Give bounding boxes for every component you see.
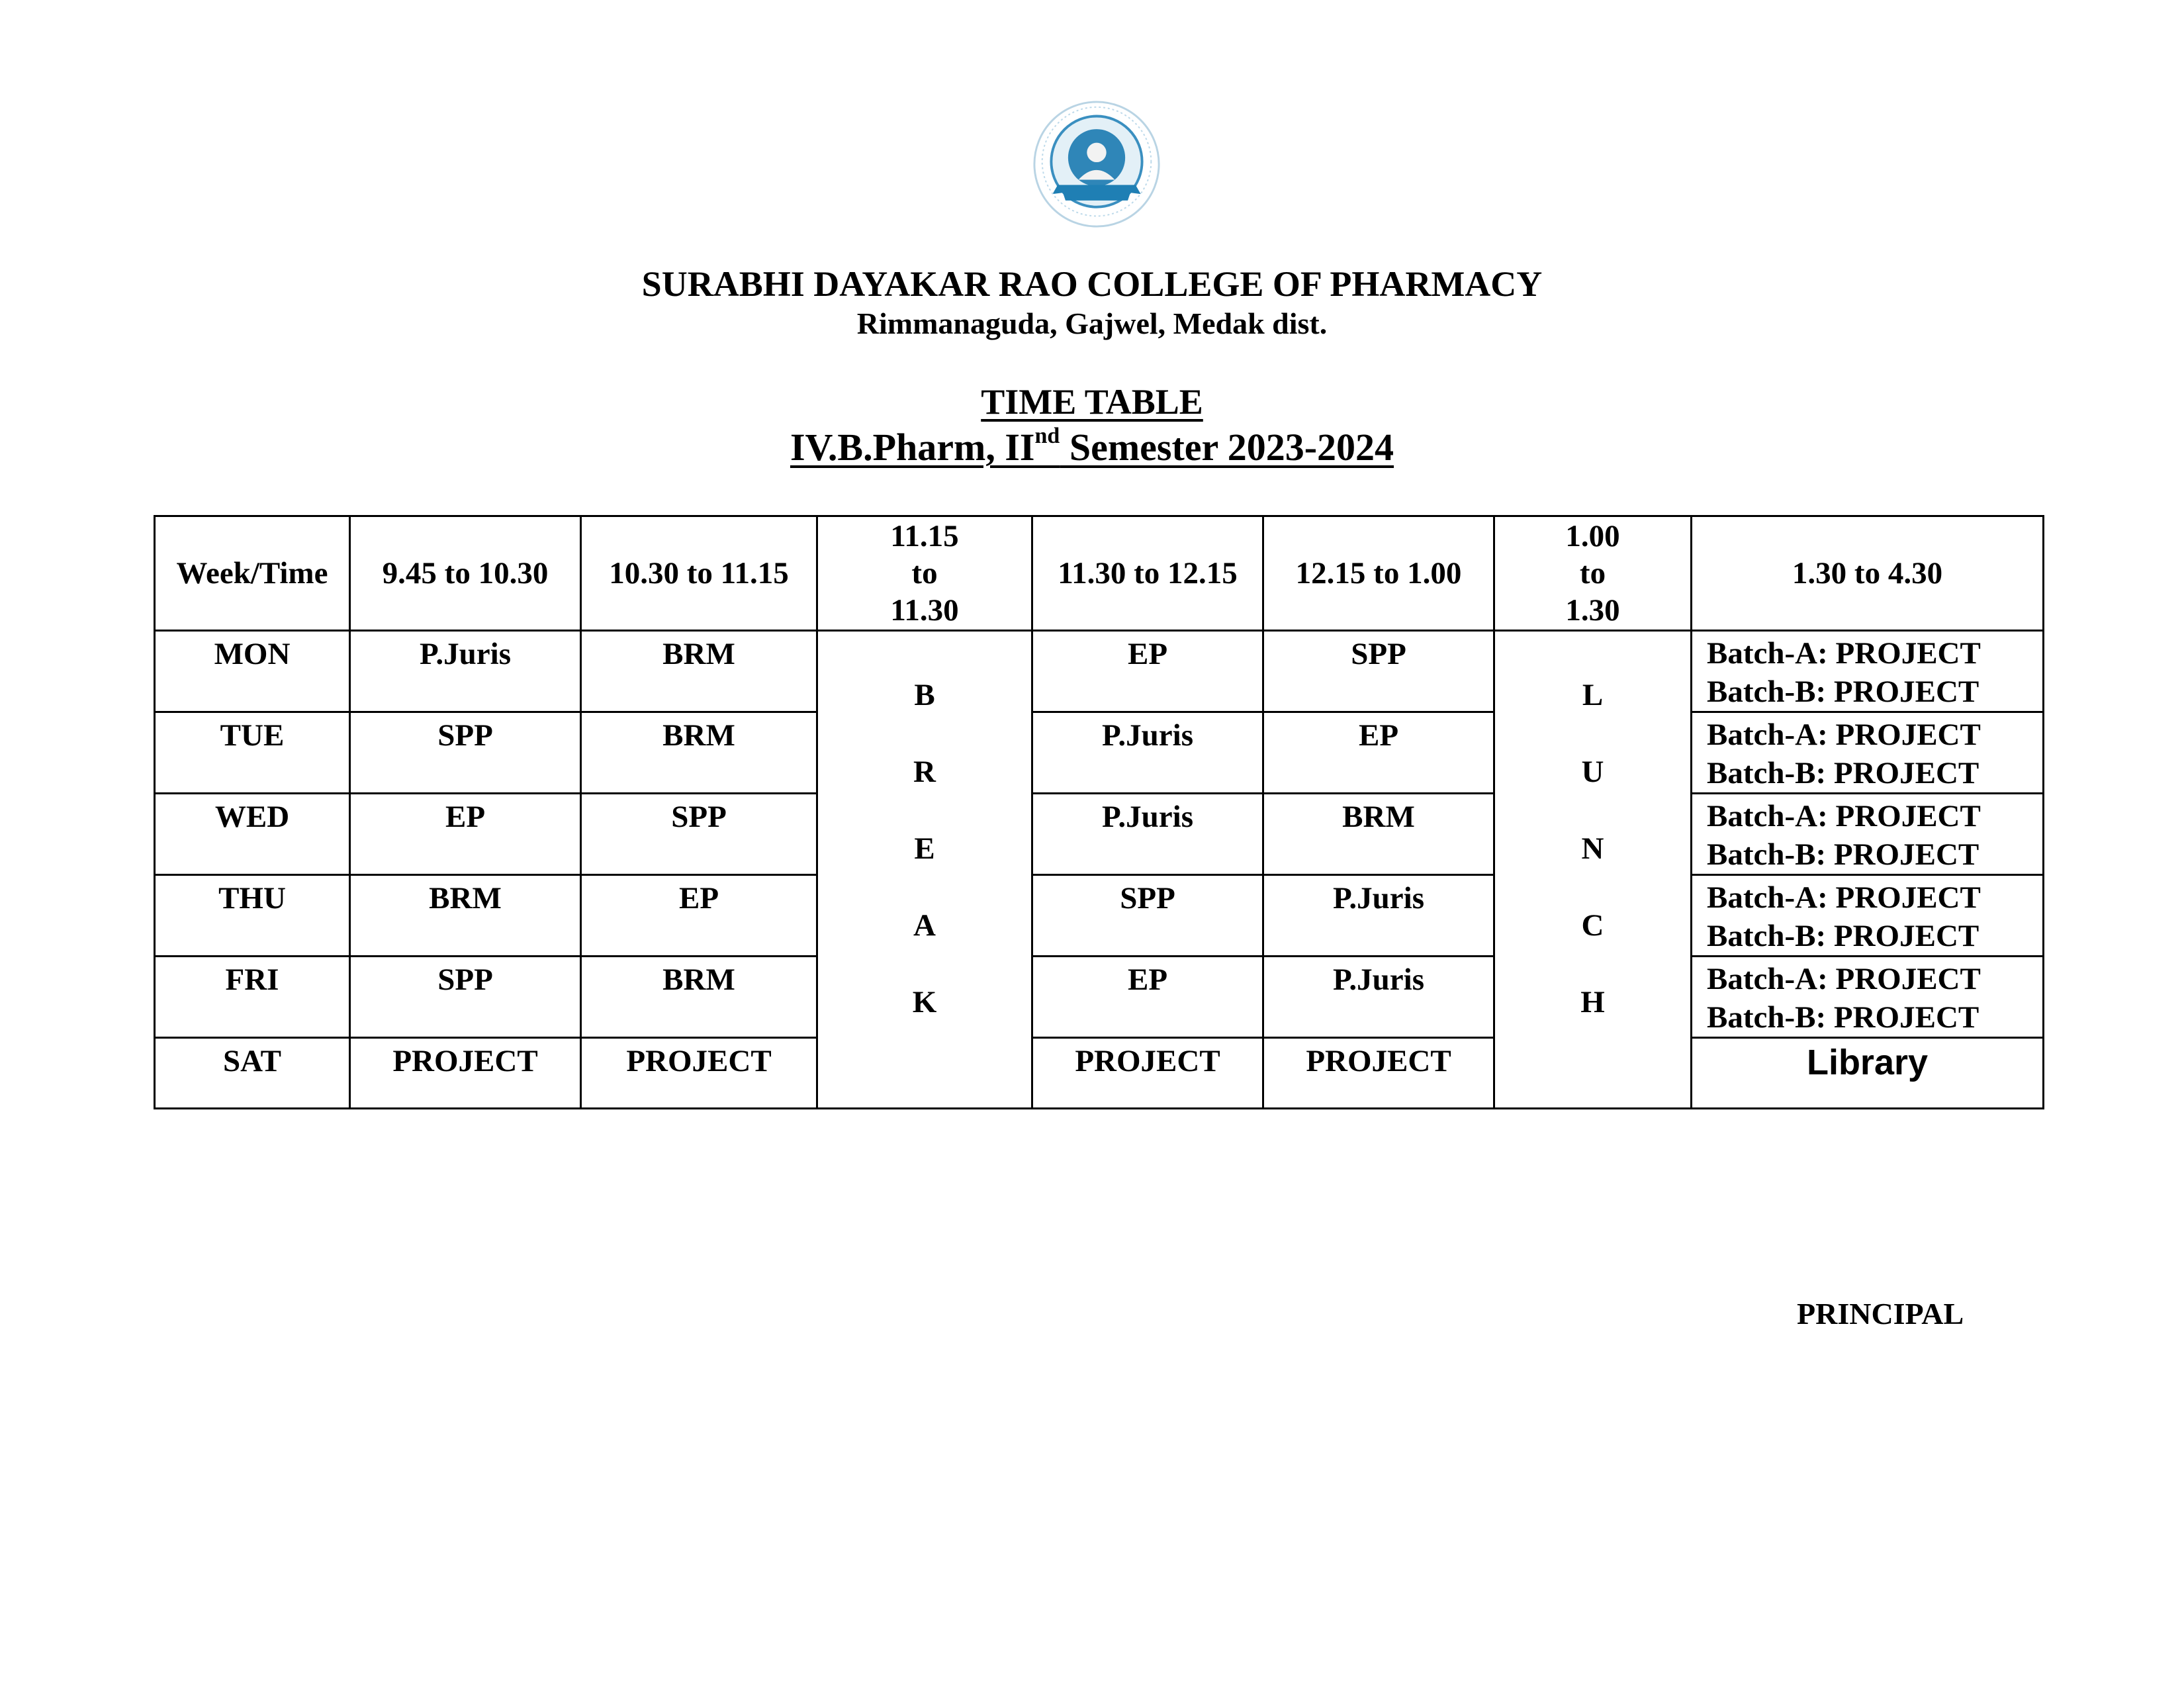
- period-cell: BRM: [350, 875, 581, 957]
- day-cell: SAT: [155, 1038, 350, 1109]
- batch-cell: Batch-A: PROJECT Batch-B: PROJECT: [1692, 712, 2044, 794]
- table-row: [155, 631, 2044, 712]
- period-cell: SPP: [350, 712, 581, 794]
- break-column: B R E A K: [817, 631, 1032, 1109]
- day-cell: TUE: [155, 712, 350, 794]
- period-cell: EP: [581, 875, 817, 957]
- college-address: Rimmanaguda, Gajwel, Medak dist.: [856, 306, 1328, 340]
- batch-cell: Batch-A: PROJECT Batch-B: PROJECT: [1692, 794, 2044, 875]
- header-slot-3: 11.30 to 12.15: [1032, 516, 1263, 631]
- batch-cell: Batch-A: PROJECT Batch-B: PROJECT: [1692, 631, 2044, 712]
- principal-signature-label: PRINCIPAL: [1797, 1297, 1964, 1331]
- period-cell: BRM: [581, 631, 817, 712]
- day-cell: MON: [155, 631, 350, 712]
- batch-cell: Batch-A: PROJECT Batch-B: PROJECT: [1692, 957, 2044, 1038]
- period-cell: BRM: [581, 712, 817, 794]
- table-row: [155, 1038, 2044, 1109]
- table-row: [155, 875, 2044, 957]
- table-row: [155, 957, 2044, 1038]
- period-cell: P.Juris: [1263, 875, 1494, 957]
- lunch-column: L U N C H: [1494, 631, 1692, 1109]
- period-cell: BRM: [1263, 794, 1494, 875]
- day-cell: THU: [155, 875, 350, 957]
- day-cell: FRI: [155, 957, 350, 1038]
- period-cell: P.Juris: [350, 631, 581, 712]
- header-slot-5: 1.30 to 4.30: [1692, 516, 2044, 631]
- period-cell: SPP: [1263, 631, 1494, 712]
- period-cell: SPP: [350, 957, 581, 1038]
- header-row: [155, 516, 2044, 631]
- period-cell: PROJECT: [1263, 1038, 1494, 1109]
- period-cell: P.Juris: [1032, 794, 1263, 875]
- header-slot-1: 9.45 to 10.30: [350, 516, 581, 631]
- library-cell: Library: [1692, 1038, 2044, 1109]
- period-cell: SPP: [581, 794, 817, 875]
- period-cell: BRM: [581, 957, 817, 1038]
- header-break-time: 11.15 to 11.30: [817, 516, 1032, 631]
- table-row: [155, 712, 2044, 794]
- period-cell: EP: [1263, 712, 1494, 794]
- college-name: SURABHI DAYAKAR RAO COLLEGE OF PHARMACY: [641, 264, 1543, 304]
- table-row: [155, 794, 2044, 875]
- timetable-title: TIME TABLE: [981, 382, 1203, 422]
- period-cell: PROJECT: [1032, 1038, 1263, 1109]
- timetable: [154, 515, 2044, 1109]
- timetable-subtitle: IV.B.Pharm, IInd Semester 2023-2024: [790, 423, 1394, 469]
- period-cell: EP: [350, 794, 581, 875]
- batch-cell: Batch-A: PROJECT Batch-B: PROJECT: [1692, 875, 2044, 957]
- header-lunch-time: 1.00 to 1.30: [1494, 516, 1692, 631]
- header-slot-2: 10.30 to 11.15: [581, 516, 817, 631]
- header-slot-4: 12.15 to 1.00: [1263, 516, 1494, 631]
- period-cell: P.Juris: [1263, 957, 1494, 1038]
- period-cell: PROJECT: [581, 1038, 817, 1109]
- period-cell: SPP: [1032, 875, 1263, 957]
- header-week-time: Week/Time: [155, 516, 350, 631]
- period-cell: EP: [1032, 631, 1263, 712]
- period-cell: P.Juris: [1032, 712, 1263, 794]
- period-cell: EP: [1032, 957, 1263, 1038]
- day-cell: WED: [155, 794, 350, 875]
- period-cell: PROJECT: [350, 1038, 581, 1109]
- college-logo: [1032, 99, 1161, 229]
